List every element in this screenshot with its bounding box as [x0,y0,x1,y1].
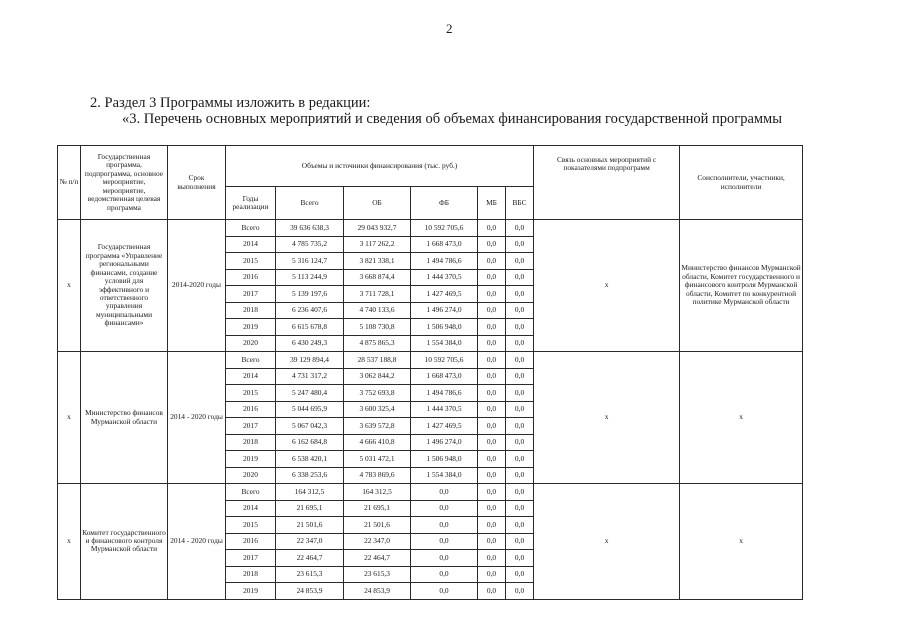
total-cell: 6 162 684,8 [276,434,344,451]
ob-cell: 4 740 133,6 [344,302,411,319]
ob-cell: 5 031 472,1 [344,451,411,468]
vbs-cell: 0,0 [506,434,534,451]
vbs-cell: 0,0 [506,418,534,435]
vbs-cell: 0,0 [506,269,534,286]
list-heading: «3. Перечень основных мероприятий и сведения об объемах финансирования государственной программы [122,111,782,127]
vbs-cell: 0,0 [506,236,534,253]
header-fb: ФБ [411,187,478,220]
financing-table [57,145,803,600]
executors-cell: Министерство финансов Мурманской области, Комитет государственного и финансового контроля Мурманской области, Комитет по конкурентной политике Мурманской области [680,220,803,352]
total-cell: 6 538 420,1 [276,451,344,468]
total-cell: 6 338 253,6 [276,467,344,484]
row-num: x [58,484,81,600]
ob-cell: 29 043 932,7 [344,220,411,237]
fb-cell: 1 668 473,0 [411,236,478,253]
ob-cell: 3 821 338,1 [344,253,411,270]
executors-cell: x [680,484,803,600]
mb-cell: 0,0 [478,533,506,550]
total-cell: 5 113 244,9 [276,269,344,286]
fb-cell: 10 592 705,6 [411,352,478,369]
year-cell: 2016 [226,269,276,286]
ob-cell: 21 695,1 [344,500,411,517]
total-cell: 5 247 480,4 [276,385,344,402]
program-name: Министерство финансов Мурманской области [81,352,168,484]
total-cell: 21 695,1 [276,500,344,517]
link-cell: x [534,352,680,484]
vbs-cell: 0,0 [506,368,534,385]
vbs-cell: 0,0 [506,467,534,484]
vbs-cell: 0,0 [506,352,534,369]
year-cell: 2015 [226,385,276,402]
mb-cell: 0,0 [478,500,506,517]
fb-cell: 1 668 473,0 [411,368,478,385]
ob-cell: 21 501,6 [344,517,411,534]
header-num: № п/п [58,146,81,220]
vbs-cell: 0,0 [506,335,534,352]
year-cell: 2018 [226,302,276,319]
header-vbs: ВБС [506,187,534,220]
header-term: Срок выполнения [168,146,226,220]
year-cell: 2019 [226,451,276,468]
page-number: 2 [446,21,453,36]
total-cell: 23 615,3 [276,566,344,583]
fb-cell: 1 427 469,5 [411,286,478,303]
mb-cell: 0,0 [478,269,506,286]
mb-cell: 0,0 [478,434,506,451]
ob-cell: 3 752 693,8 [344,385,411,402]
term-cell: 2014 - 2020 годы [168,484,226,600]
term-cell: 2014 - 2020 годы [168,352,226,484]
mb-cell: 0,0 [478,451,506,468]
fb-cell: 1 506 948,0 [411,451,478,468]
fb-cell: 1 444 370,5 [411,269,478,286]
mb-cell: 0,0 [478,517,506,534]
year-cell: 2020 [226,467,276,484]
section-heading: 2. Раздел 3 Программы изложить в редакции: [90,95,371,111]
fb-cell: 1 427 469,5 [411,418,478,435]
fb-cell: 1 496 274,0 [411,434,478,451]
table-row [58,220,803,237]
total-cell: 4 785 735,2 [276,236,344,253]
year-cell: 2014 [226,500,276,517]
total-cell: 6 236 407,6 [276,302,344,319]
header-years: Годы реализации [226,187,276,220]
mb-cell: 0,0 [478,550,506,567]
fb-cell: 0,0 [411,517,478,534]
mb-cell: 0,0 [478,302,506,319]
total-cell: 5 139 197,6 [276,286,344,303]
total-cell: 5 044 695,9 [276,401,344,418]
vbs-cell: 0,0 [506,484,534,501]
mb-cell: 0,0 [478,335,506,352]
mb-cell: 0,0 [478,467,506,484]
header-mb: МБ [478,187,506,220]
total-cell: 164 312,5 [276,484,344,501]
program-name: Комитет государственного и финансового контроля Мурманской области [81,484,168,600]
link-cell: x [534,484,680,600]
ob-cell: 22 464,7 [344,550,411,567]
mb-cell: 0,0 [478,583,506,600]
mb-cell: 0,0 [478,385,506,402]
fb-cell: 0,0 [411,583,478,600]
total-cell: 5 067 042,3 [276,418,344,435]
year-cell: 2014 [226,236,276,253]
total-cell: 22 464,7 [276,550,344,567]
ob-cell: 3 062 844,2 [344,368,411,385]
vbs-cell: 0,0 [506,500,534,517]
vbs-cell: 0,0 [506,401,534,418]
ob-cell: 3 600 325,4 [344,401,411,418]
ob-cell: 3 639 572,8 [344,418,411,435]
year-cell: Всего [226,484,276,501]
mb-cell: 0,0 [478,253,506,270]
header-link: Связь основных мероприятий с показателями подпрограмм [534,146,680,220]
mb-cell: 0,0 [478,319,506,336]
ob-cell: 4 666 410,8 [344,434,411,451]
total-cell: 24 853,9 [276,583,344,600]
year-cell: Всего [226,352,276,369]
vbs-cell: 0,0 [506,533,534,550]
total-cell: 6 430 249,3 [276,335,344,352]
year-cell: 2015 [226,517,276,534]
mb-cell: 0,0 [478,286,506,303]
fb-cell: 1 496 274,0 [411,302,478,319]
header-total: Всего [276,187,344,220]
row-num: x [58,220,81,352]
total-cell: 39 129 894,4 [276,352,344,369]
vbs-cell: 0,0 [506,451,534,468]
vbs-cell: 0,0 [506,385,534,402]
year-cell: 2017 [226,418,276,435]
year-cell: 2014 [226,368,276,385]
total-cell: 22 347,0 [276,533,344,550]
ob-cell: 164 312,5 [344,484,411,501]
fb-cell: 0,0 [411,500,478,517]
ob-cell: 4 783 869,6 [344,467,411,484]
vbs-cell: 0,0 [506,253,534,270]
ob-cell: 22 347,0 [344,533,411,550]
header-ob: ОБ [344,187,411,220]
header-program: Государственная программа, подпрограмма, основное мероприятие, мероприятие, ведомственная целевая программа [81,146,168,220]
fb-cell: 1 506 948,0 [411,319,478,336]
year-cell: 2015 [226,253,276,270]
vbs-cell: 0,0 [506,550,534,567]
row-num: x [58,352,81,484]
mb-cell: 0,0 [478,220,506,237]
link-cell: x [534,220,680,352]
fb-cell: 0,0 [411,484,478,501]
year-cell: Всего [226,220,276,237]
executors-cell: x [680,352,803,484]
ob-cell: 28 537 188,8 [344,352,411,369]
ob-cell: 3 117 262,2 [344,236,411,253]
mb-cell: 0,0 [478,401,506,418]
header-volumes: Объемы и источники финансирования (тыс. руб.) [226,146,534,187]
vbs-cell: 0,0 [506,319,534,336]
fb-cell: 0,0 [411,566,478,583]
fb-cell: 0,0 [411,550,478,567]
mb-cell: 0,0 [478,566,506,583]
ob-cell: 23 615,3 [344,566,411,583]
mb-cell: 0,0 [478,352,506,369]
ob-cell: 5 108 730,8 [344,319,411,336]
vbs-cell: 0,0 [506,302,534,319]
fb-cell: 1 444 370,5 [411,401,478,418]
year-cell: 2016 [226,533,276,550]
mb-cell: 0,0 [478,368,506,385]
vbs-cell: 0,0 [506,583,534,600]
vbs-cell: 0,0 [506,220,534,237]
total-cell: 6 615 678,8 [276,319,344,336]
program-name: Государственная программа «Управление региональными финансами, создание условий для эффективного и ответственного управления муниципальными финансами» [81,220,168,352]
year-cell: 2017 [226,550,276,567]
year-cell: 2017 [226,286,276,303]
fb-cell: 1 494 786,6 [411,253,478,270]
fb-cell: 1 554 384,0 [411,467,478,484]
vbs-cell: 0,0 [506,286,534,303]
total-cell: 4 731 317,2 [276,368,344,385]
fb-cell: 1 494 786,6 [411,385,478,402]
vbs-cell: 0,0 [506,566,534,583]
fb-cell: 1 554 384,0 [411,335,478,352]
year-cell: 2019 [226,319,276,336]
table-row [58,484,803,501]
year-cell: 2020 [226,335,276,352]
year-cell: 2018 [226,434,276,451]
ob-cell: 4 875 865,3 [344,335,411,352]
table-row [58,352,803,369]
header-executors: Соисполнители, участники, исполнители [680,146,803,220]
year-cell: 2019 [226,583,276,600]
total-cell: 39 636 638,3 [276,220,344,237]
year-cell: 2018 [226,566,276,583]
mb-cell: 0,0 [478,418,506,435]
term-cell: 2014-2020 годы [168,220,226,352]
vbs-cell: 0,0 [506,517,534,534]
total-cell: 21 501,6 [276,517,344,534]
total-cell: 5 316 124,7 [276,253,344,270]
mb-cell: 0,0 [478,484,506,501]
ob-cell: 3 711 728,1 [344,286,411,303]
year-cell: 2016 [226,401,276,418]
ob-cell: 3 668 874,4 [344,269,411,286]
fb-cell: 10 592 705,6 [411,220,478,237]
fb-cell: 0,0 [411,533,478,550]
ob-cell: 24 853,9 [344,583,411,600]
mb-cell: 0,0 [478,236,506,253]
